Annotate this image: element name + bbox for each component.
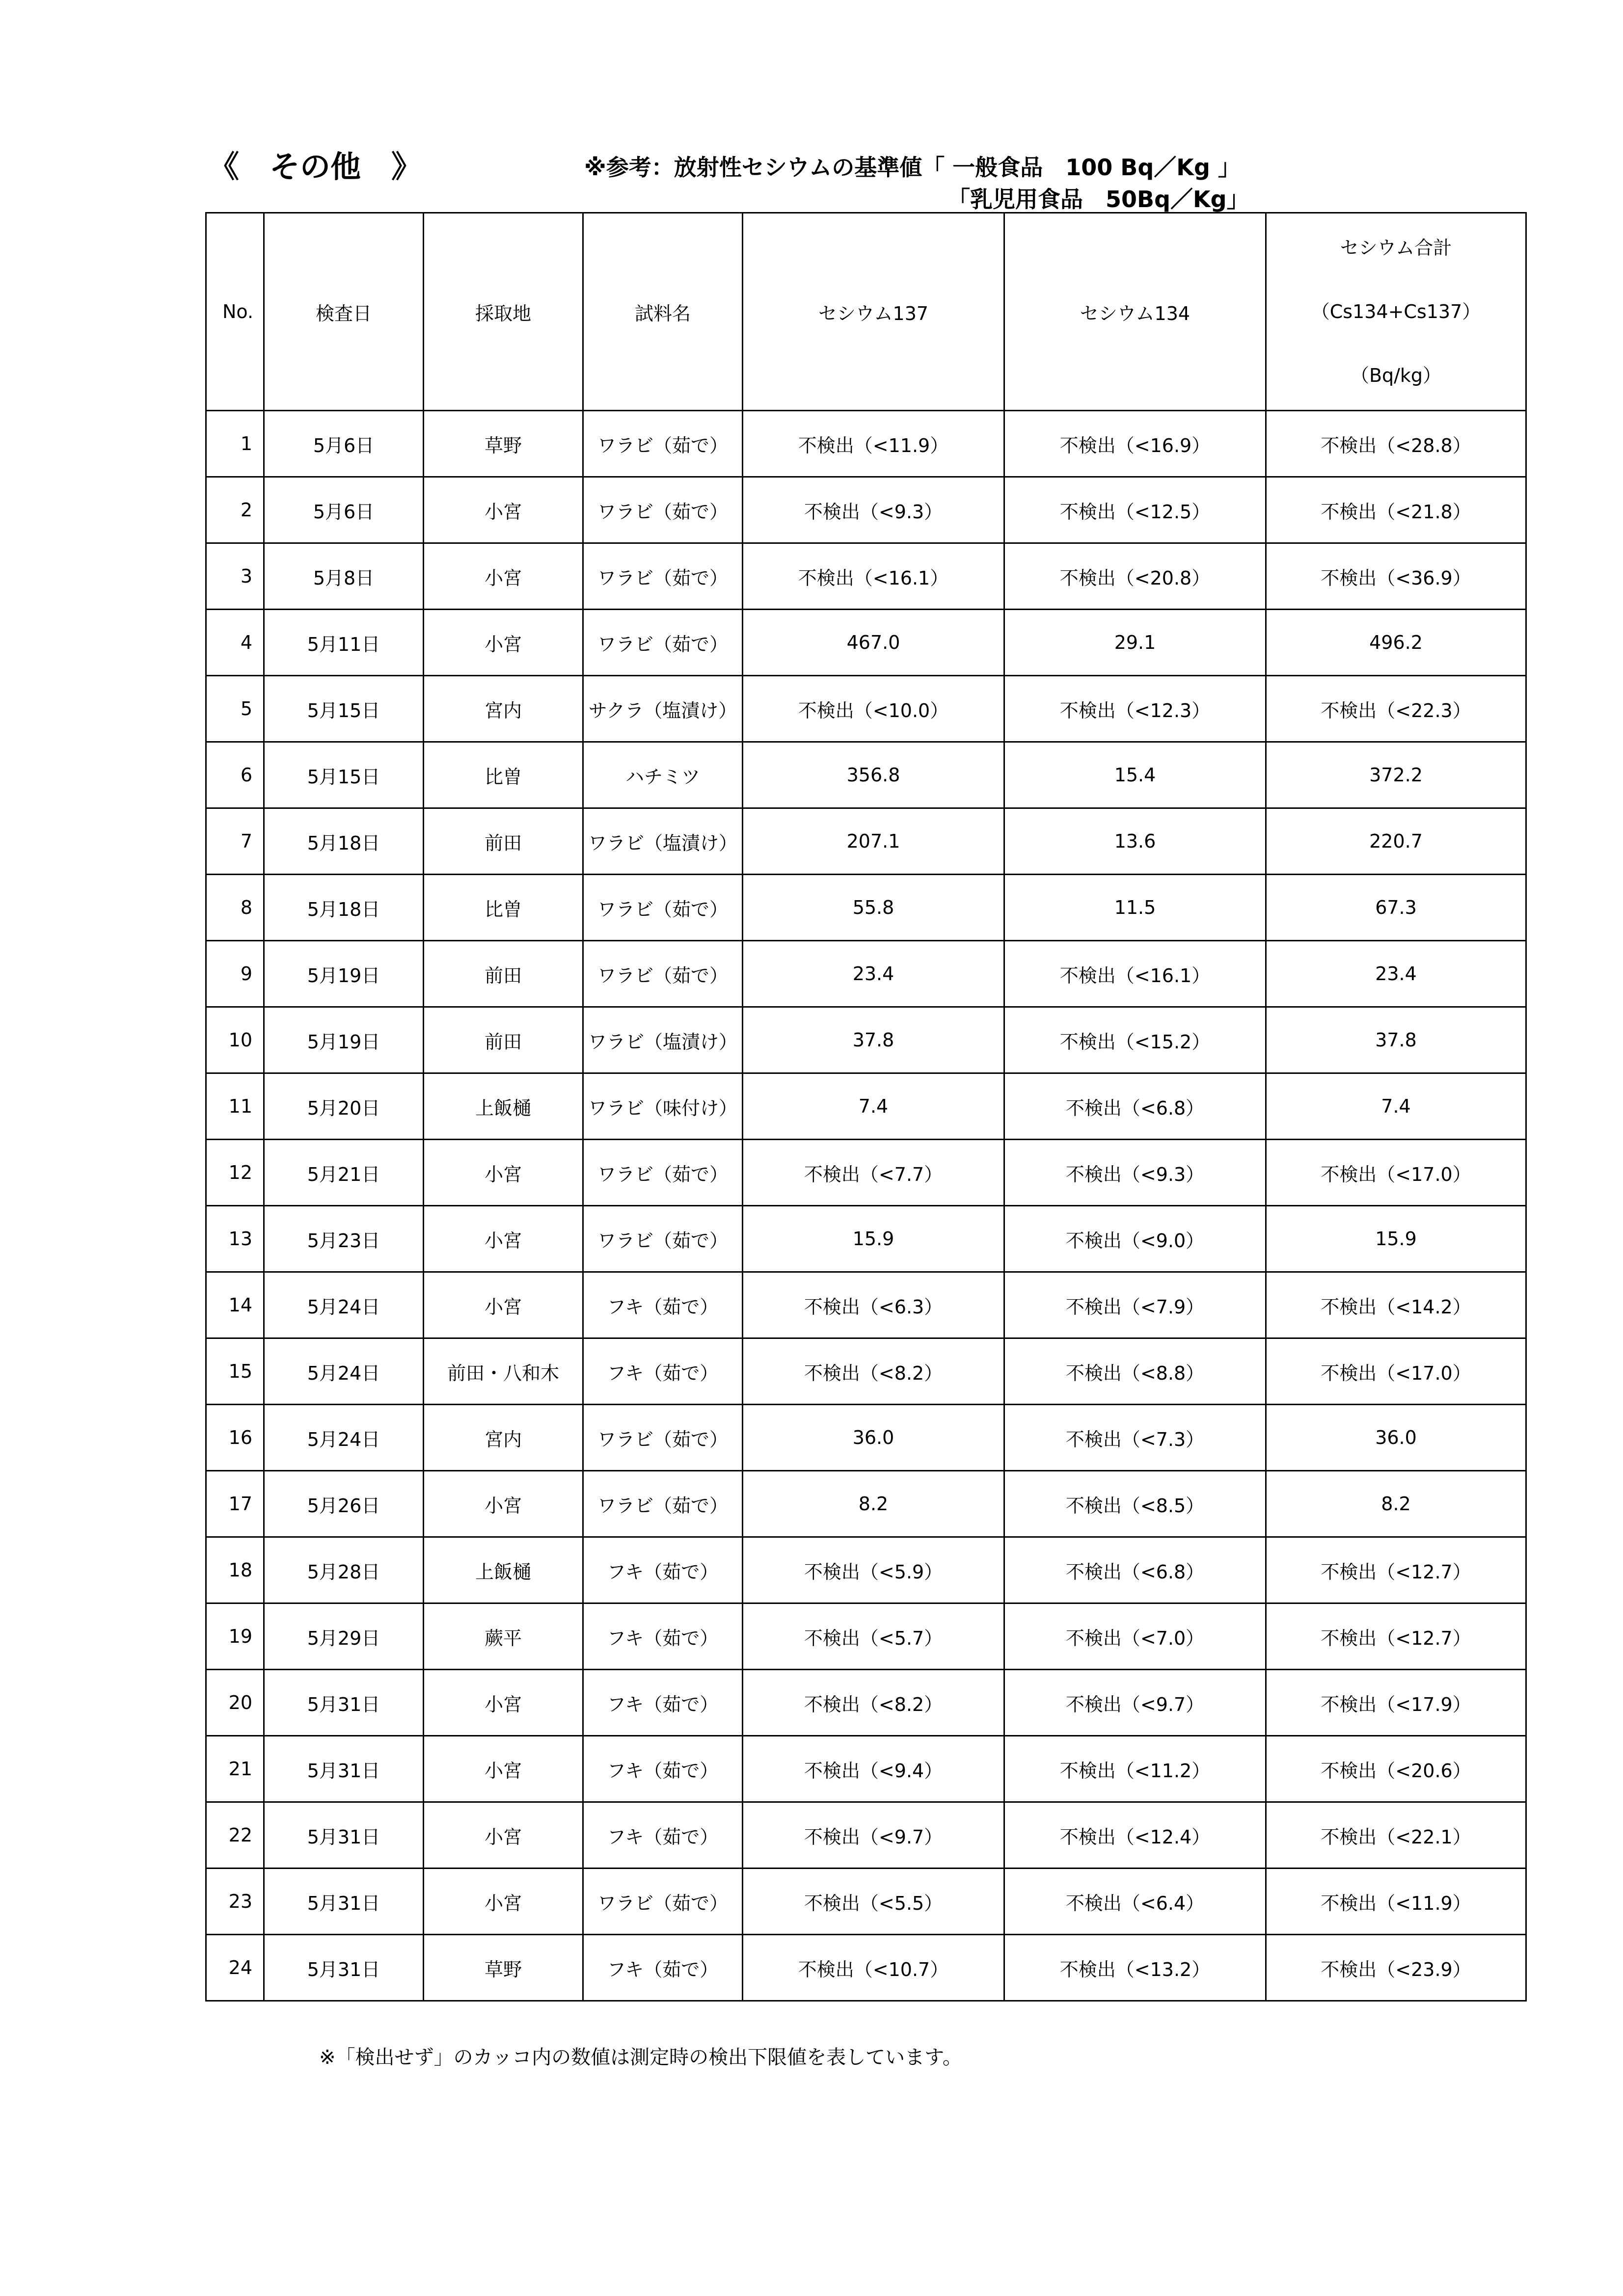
cell-no: 14 <box>206 1272 264 1338</box>
table-row <box>206 1338 1526 1405</box>
cell-no: 24 <box>206 1935 264 2001</box>
cell-no: 10 <box>206 1007 264 1073</box>
cell-location: 草野 <box>424 1935 583 2001</box>
cell-sample: ワラビ（茹で） <box>583 543 743 610</box>
header-no: No. <box>206 213 264 411</box>
cell-location: 宮内 <box>424 1405 583 1471</box>
cell-no: 1 <box>206 411 264 477</box>
table-row <box>206 808 1526 875</box>
cell-total: 不検出（<17.9） <box>1266 1670 1526 1736</box>
cell-date: 5月18日 <box>264 808 424 875</box>
cell-total: 15.9 <box>1266 1206 1526 1272</box>
cell-cs137: 7.4 <box>743 1073 1004 1140</box>
cell-cs134: 不検出（<7.9） <box>1004 1272 1266 1338</box>
results-table <box>205 212 1527 2002</box>
cell-cs134: 不検出（<7.0） <box>1004 1603 1266 1670</box>
cell-total: 220.7 <box>1266 808 1526 875</box>
cell-total: 不検出（<14.2） <box>1266 1272 1526 1338</box>
header-total-unit: （Bq/kg） <box>1350 365 1442 386</box>
table-row <box>206 610 1526 676</box>
cell-date: 5月15日 <box>264 742 424 808</box>
header-total-title: セシウム合計 <box>1340 237 1452 259</box>
cell-location: 蕨平 <box>424 1603 583 1670</box>
cell-sample: フキ（茹で） <box>583 1802 743 1869</box>
cell-total: 36.0 <box>1266 1405 1526 1471</box>
cell-cs137: 8.2 <box>743 1471 1004 1537</box>
cell-date: 5月26日 <box>264 1471 424 1537</box>
cell-location: 小宮 <box>424 543 583 610</box>
cell-cs137: 不検出（<8.2） <box>743 1338 1004 1405</box>
cell-cs137: 356.8 <box>743 742 1004 808</box>
cell-date: 5月31日 <box>264 1935 424 2001</box>
cell-cs134: 15.4 <box>1004 742 1266 808</box>
cell-cs134: 不検出（<9.3） <box>1004 1140 1266 1206</box>
cell-no: 16 <box>206 1405 264 1471</box>
cell-date: 5月31日 <box>264 1736 424 1802</box>
reference-standard-general: ※参考：放射性セシウムの基準値「 一般食品 100 Bq／Kg 」 <box>584 154 1241 181</box>
table-row <box>206 941 1526 1007</box>
cell-sample: フキ（茹で） <box>583 1338 743 1405</box>
table-row <box>206 1935 1526 2001</box>
cell-location: 前田 <box>424 941 583 1007</box>
cell-sample: ワラビ（茹で） <box>583 411 743 477</box>
cell-sample: フキ（茹で） <box>583 1670 743 1736</box>
cell-cs137: 不検出（<5.7） <box>743 1603 1004 1670</box>
cell-location: 比曽 <box>424 875 583 941</box>
cell-cs134: 不検出（<6.8） <box>1004 1073 1266 1140</box>
cell-location: 小宮 <box>424 610 583 676</box>
table-row <box>206 1670 1526 1736</box>
cell-date: 5月31日 <box>264 1802 424 1869</box>
cell-cs137: 不検出（<10.7） <box>743 1935 1004 2001</box>
cell-sample: フキ（茹で） <box>583 1935 743 2001</box>
cell-sample: フキ（茹で） <box>583 1272 743 1338</box>
cell-no: 22 <box>206 1802 264 1869</box>
table-row <box>206 477 1526 543</box>
cell-cs137: 不検出（<5.5） <box>743 1869 1004 1935</box>
table-row <box>206 1537 1526 1603</box>
cell-sample: ワラビ（茹で） <box>583 477 743 543</box>
cell-cs137: 不検出（<10.0） <box>743 676 1004 742</box>
table-row <box>206 1272 1526 1338</box>
cell-location: 前田 <box>424 808 583 875</box>
cell-location: 前田 <box>424 1007 583 1073</box>
cell-cs134: 13.6 <box>1004 808 1266 875</box>
cell-total: 不検出（<28.8） <box>1266 411 1526 477</box>
cell-location: 小宮 <box>424 1869 583 1935</box>
cell-cs137: 不検出（<16.1） <box>743 543 1004 610</box>
cell-cs137: 不検出（<8.2） <box>743 1670 1004 1736</box>
cell-no: 17 <box>206 1471 264 1537</box>
table-row <box>206 1405 1526 1471</box>
cell-total: 不検出（<22.3） <box>1266 676 1526 742</box>
cell-total: 23.4 <box>1266 941 1526 1007</box>
cell-location: 上飯樋 <box>424 1537 583 1603</box>
cell-date: 5月15日 <box>264 676 424 742</box>
cell-date: 5月31日 <box>264 1670 424 1736</box>
cell-date: 5月31日 <box>264 1869 424 1935</box>
cell-no: 20 <box>206 1670 264 1736</box>
cell-total: 不検出（<12.7） <box>1266 1603 1526 1670</box>
cell-no: 4 <box>206 610 264 676</box>
cell-no: 13 <box>206 1206 264 1272</box>
cell-cs137: 37.8 <box>743 1007 1004 1073</box>
cell-cs134: 不検出（<12.4） <box>1004 1802 1266 1869</box>
cell-sample: ワラビ（塩漬け） <box>583 1007 743 1073</box>
cell-total: 不検出（<22.1） <box>1266 1802 1526 1869</box>
cell-cs134: 不検出（<20.8） <box>1004 543 1266 610</box>
table-row <box>206 1140 1526 1206</box>
cell-date: 5月19日 <box>264 1007 424 1073</box>
table-row <box>206 1007 1526 1073</box>
cell-sample: ワラビ（味付け） <box>583 1073 743 1140</box>
cell-no: 21 <box>206 1736 264 1802</box>
reference-standard-infant: 「乳児用食品 50Bq／Kg」 <box>947 186 1249 213</box>
cell-location: 小宮 <box>424 1670 583 1736</box>
cell-date: 5月19日 <box>264 941 424 1007</box>
table-row <box>206 875 1526 941</box>
cell-cs134: 不検出（<15.2） <box>1004 1007 1266 1073</box>
cell-location: 小宮 <box>424 1736 583 1802</box>
cell-cs134: 不検出（<13.2） <box>1004 1935 1266 2001</box>
cell-sample: サクラ（塩漬け） <box>583 676 743 742</box>
cell-cs134: 不検出（<9.7） <box>1004 1670 1266 1736</box>
cell-sample: ハチミツ <box>583 742 743 808</box>
cell-total: 不検出（<20.6） <box>1266 1736 1526 1802</box>
table-row <box>206 676 1526 742</box>
header-total-formula: （Cs134+Cs137） <box>1311 301 1481 322</box>
cell-date: 5月28日 <box>264 1537 424 1603</box>
cell-sample: ワラビ（茹で） <box>583 1471 743 1537</box>
cell-no: 6 <box>206 742 264 808</box>
cell-no: 19 <box>206 1603 264 1670</box>
cell-date: 5月20日 <box>264 1073 424 1140</box>
cell-total: 67.3 <box>1266 875 1526 941</box>
header-location: 採取地 <box>424 213 583 411</box>
header-cs134: セシウム134 <box>1004 213 1266 411</box>
cell-no: 15 <box>206 1338 264 1405</box>
table-row <box>206 1471 1526 1537</box>
cell-cs134: 不検出（<16.9） <box>1004 411 1266 477</box>
table-row <box>206 742 1526 808</box>
table-row <box>206 543 1526 610</box>
cell-cs137: 207.1 <box>743 808 1004 875</box>
cell-location: 小宮 <box>424 1140 583 1206</box>
cell-date: 5月23日 <box>264 1206 424 1272</box>
cell-no: 23 <box>206 1869 264 1935</box>
cell-location: 小宮 <box>424 1471 583 1537</box>
cell-cs134: 不検出（<12.3） <box>1004 676 1266 742</box>
cell-cs134: 不検出（<8.5） <box>1004 1471 1266 1537</box>
cell-location: 上飯樋 <box>424 1073 583 1140</box>
cell-location: 比曽 <box>424 742 583 808</box>
cell-date: 5月21日 <box>264 1140 424 1206</box>
cell-sample: フキ（茹で） <box>583 1537 743 1603</box>
cell-date: 5月11日 <box>264 610 424 676</box>
cell-sample: ワラビ（茹で） <box>583 610 743 676</box>
cell-no: 18 <box>206 1537 264 1603</box>
cell-date: 5月29日 <box>264 1603 424 1670</box>
cell-location: 前田・八和木 <box>424 1338 583 1405</box>
cell-cs137: 不検出（<9.3） <box>743 477 1004 543</box>
cell-date: 5月24日 <box>264 1272 424 1338</box>
cell-cs137: 15.9 <box>743 1206 1004 1272</box>
cell-sample: ワラビ（茹で） <box>583 875 743 941</box>
cell-cs134: 11.5 <box>1004 875 1266 941</box>
cell-no: 5 <box>206 676 264 742</box>
cell-cs137: 不検出（<6.3） <box>743 1272 1004 1338</box>
cell-cs134: 不検出（<6.8） <box>1004 1537 1266 1603</box>
cell-total: 不検出（<17.0） <box>1266 1140 1526 1206</box>
cell-total: 37.8 <box>1266 1007 1526 1073</box>
cell-cs137: 23.4 <box>743 941 1004 1007</box>
cell-sample: ワラビ（茹で） <box>583 1405 743 1471</box>
cell-total: 不検出（<12.7） <box>1266 1537 1526 1603</box>
cell-no: 8 <box>206 875 264 941</box>
cell-total: 不検出（<23.9） <box>1266 1935 1526 2001</box>
table-row <box>206 1206 1526 1272</box>
cell-sample: フキ（茹で） <box>583 1603 743 1670</box>
cell-no: 3 <box>206 543 264 610</box>
cell-cs137: 467.0 <box>743 610 1004 676</box>
cell-total: 8.2 <box>1266 1471 1526 1537</box>
cell-no: 11 <box>206 1073 264 1140</box>
header-date: 検査日 <box>264 213 424 411</box>
table-row <box>206 1869 1526 1935</box>
cell-sample: ワラビ（塩漬け） <box>583 808 743 875</box>
cell-date: 5月8日 <box>264 543 424 610</box>
cell-date: 5月6日 <box>264 477 424 543</box>
cell-cs137: 不検出（<5.9） <box>743 1537 1004 1603</box>
cell-cs137: 不検出（<9.4） <box>743 1736 1004 1802</box>
cell-total: 不検出（<11.9） <box>1266 1869 1526 1935</box>
table-row <box>206 1603 1526 1670</box>
cell-cs134: 不検出（<12.5） <box>1004 477 1266 543</box>
cell-cs134: 不検出（<6.4） <box>1004 1869 1266 1935</box>
cell-cs134: 不検出（<16.1） <box>1004 941 1266 1007</box>
table-header-row <box>206 213 1526 411</box>
header-cs137: セシウム137 <box>743 213 1004 411</box>
cell-sample: ワラビ（茹で） <box>583 1869 743 1935</box>
cell-cs137: 不検出（<11.9） <box>743 411 1004 477</box>
cell-location: 草野 <box>424 411 583 477</box>
cell-no: 2 <box>206 477 264 543</box>
cell-total: 不検出（<21.8） <box>1266 477 1526 543</box>
cell-location: 小宮 <box>424 1206 583 1272</box>
cell-date: 5月18日 <box>264 875 424 941</box>
cell-location: 小宮 <box>424 1272 583 1338</box>
cell-cs134: 不検出（<7.3） <box>1004 1405 1266 1471</box>
cell-cs134: 29.1 <box>1004 610 1266 676</box>
cell-total: 不検出（<17.0） <box>1266 1338 1526 1405</box>
header-total <box>1266 213 1526 411</box>
table-row <box>206 1802 1526 1869</box>
header-sample: 試料名 <box>583 213 743 411</box>
cell-cs137: 55.8 <box>743 875 1004 941</box>
table-row <box>206 1073 1526 1140</box>
cell-cs134: 不検出（<8.8） <box>1004 1338 1266 1405</box>
cell-date: 5月24日 <box>264 1405 424 1471</box>
table-row <box>206 411 1526 477</box>
cell-total: 7.4 <box>1266 1073 1526 1140</box>
footnote: ※「検出せず」のカッコ内の数値は測定時の検出下限値を表しています。 <box>319 2046 962 2069</box>
cell-cs134: 不検出（<9.0） <box>1004 1206 1266 1272</box>
cell-no: 9 <box>206 941 264 1007</box>
cell-total: 不検出（<36.9） <box>1266 543 1526 610</box>
cell-date: 5月24日 <box>264 1338 424 1405</box>
table-row <box>206 1736 1526 1802</box>
cell-total: 372.2 <box>1266 742 1526 808</box>
page-title: 《 その他 》 <box>209 149 422 185</box>
cell-cs137: 36.0 <box>743 1405 1004 1471</box>
cell-sample: ワラビ（茹で） <box>583 1206 743 1272</box>
cell-cs134: 不検出（<11.2） <box>1004 1736 1266 1802</box>
cell-date: 5月6日 <box>264 411 424 477</box>
cell-sample: ワラビ（茹で） <box>583 1140 743 1206</box>
cell-location: 宮内 <box>424 676 583 742</box>
cell-location: 小宮 <box>424 477 583 543</box>
cell-sample: フキ（茹で） <box>583 1736 743 1802</box>
cell-cs137: 不検出（<7.7） <box>743 1140 1004 1206</box>
cell-no: 12 <box>206 1140 264 1206</box>
cell-cs137: 不検出（<9.7） <box>743 1802 1004 1869</box>
cell-total: 496.2 <box>1266 610 1526 676</box>
cell-sample: ワラビ（茹で） <box>583 941 743 1007</box>
cell-no: 7 <box>206 808 264 875</box>
cell-location: 小宮 <box>424 1802 583 1869</box>
